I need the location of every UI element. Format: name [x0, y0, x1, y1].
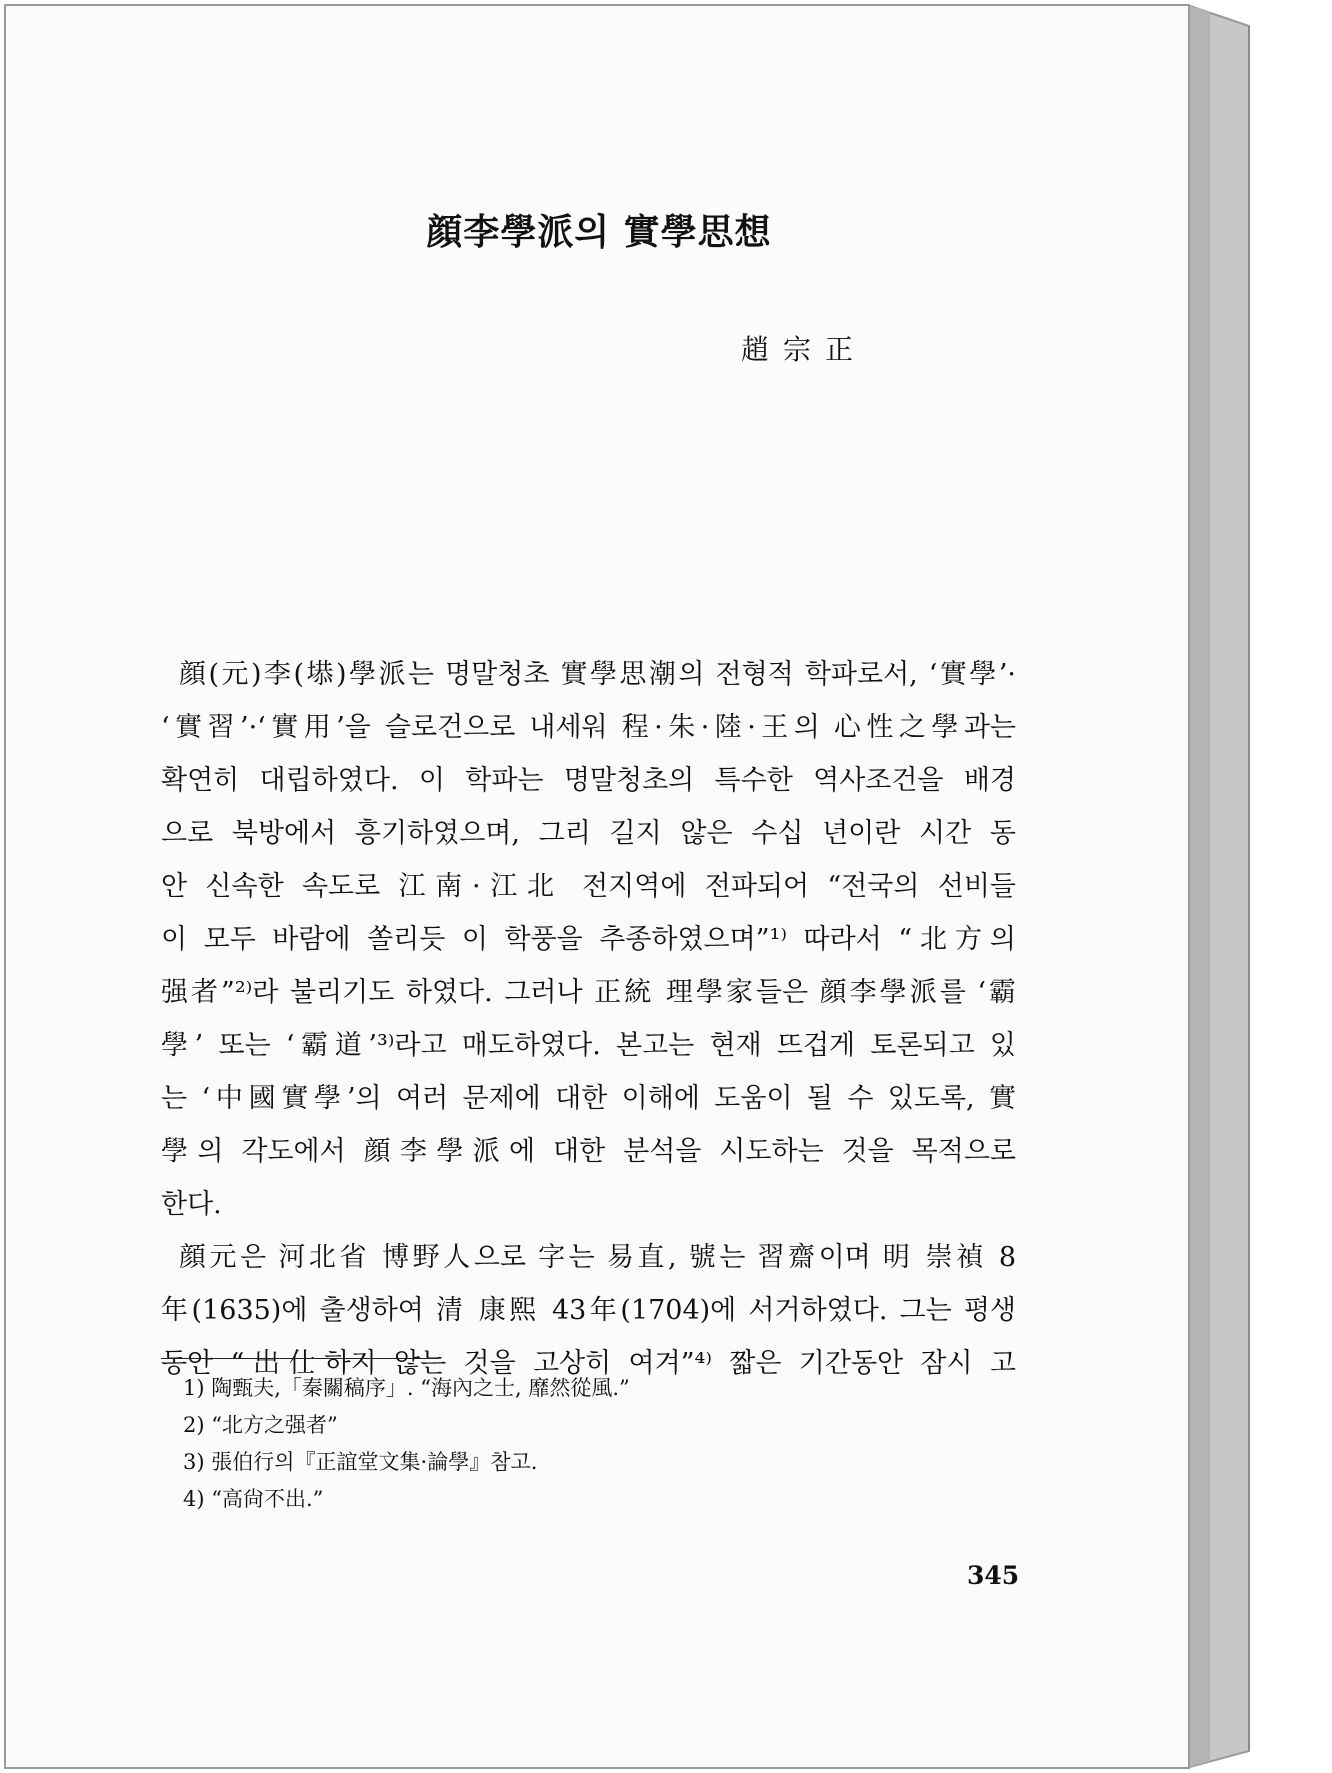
body-line: ‘實習’·‘實用’을 슬로건으로 내세워 程·朱·陸·王의 心性之學과는 — [161, 712, 1016, 743]
author-name: 趙宗正 — [741, 333, 868, 366]
body-line: 는 ‘中國實學’의 여러 문제에 대한 이해에 도움이 될 수 있도록, 實 — [161, 1083, 1016, 1114]
body-line: 强者”²⁾라 불리기도 하였다. 그러나 正統 理學家들은 顔李學派를 ‘霸 — [161, 977, 1016, 1008]
body-line: 동안 “出仕하지 않는 것을 고상히 여겨”⁴⁾ 짧은 기간동안 잠시 고 — [161, 1348, 1016, 1379]
article-title: 顔李學派의 實學思想 — [426, 211, 772, 253]
body-line: 으로 북방에서 흥기하였으며, 그리 길지 않은 수십 년이란 시간 동 — [161, 818, 1016, 849]
body-line: 이 모두 바람에 쏠리듯 이 학풍을 추종하였으며”¹⁾ 따라서 “北方의 — [161, 924, 1016, 955]
body-text — [161, 648, 1016, 1390]
body-line: 年(1635)에 출생하여 清 康熙 43年(1704)에 서거하였다. 그는 평생 — [161, 1295, 1016, 1326]
footnote-rule — [161, 1358, 439, 1359]
paragraph — [161, 1231, 1016, 1390]
footnotes — [183, 1370, 630, 1518]
body-line: 안 신속한 속도로 江南·江北 전지역에 전파되어 “전국의 선비들 — [161, 871, 1016, 902]
body-line: 顔(元)李(塨)學派는 명말청초 實學思潮의 전형적 학파로서, ‘實學’· — [179, 659, 1016, 690]
body-line: 顔元은 河北省 博野人으로 字는 易直, 號는 習齋이며 明 崇禎 8 — [179, 1242, 1016, 1273]
footnote: 1) 陶甄夫,「秦關稿序」. “海內之士, 靡然從風.” — [183, 1376, 630, 1400]
body-line: 學의 각도에서 顔李學派에 대한 분석을 시도하는 것을 목적으로 — [161, 1136, 1016, 1167]
body-line: 확연히 대립하였다. 이 학파는 명말청초의 특수한 역사조건을 배경 — [161, 765, 1016, 796]
footnote: 3) 張伯行의『正誼堂文集·論學』참고. — [183, 1450, 538, 1474]
body-line: 한다. — [161, 1189, 222, 1220]
body-line: 學’ 또는 ‘霸道’³⁾라고 매도하였다. 본고는 현재 뜨겁게 토론되고 있 — [161, 1030, 1016, 1061]
paragraph — [161, 648, 1016, 1231]
page-number: 345 — [967, 1561, 1020, 1590]
footnote: 2) “北方之强者” — [183, 1413, 338, 1437]
footnote: 4) “高尙不出.” — [183, 1487, 324, 1511]
